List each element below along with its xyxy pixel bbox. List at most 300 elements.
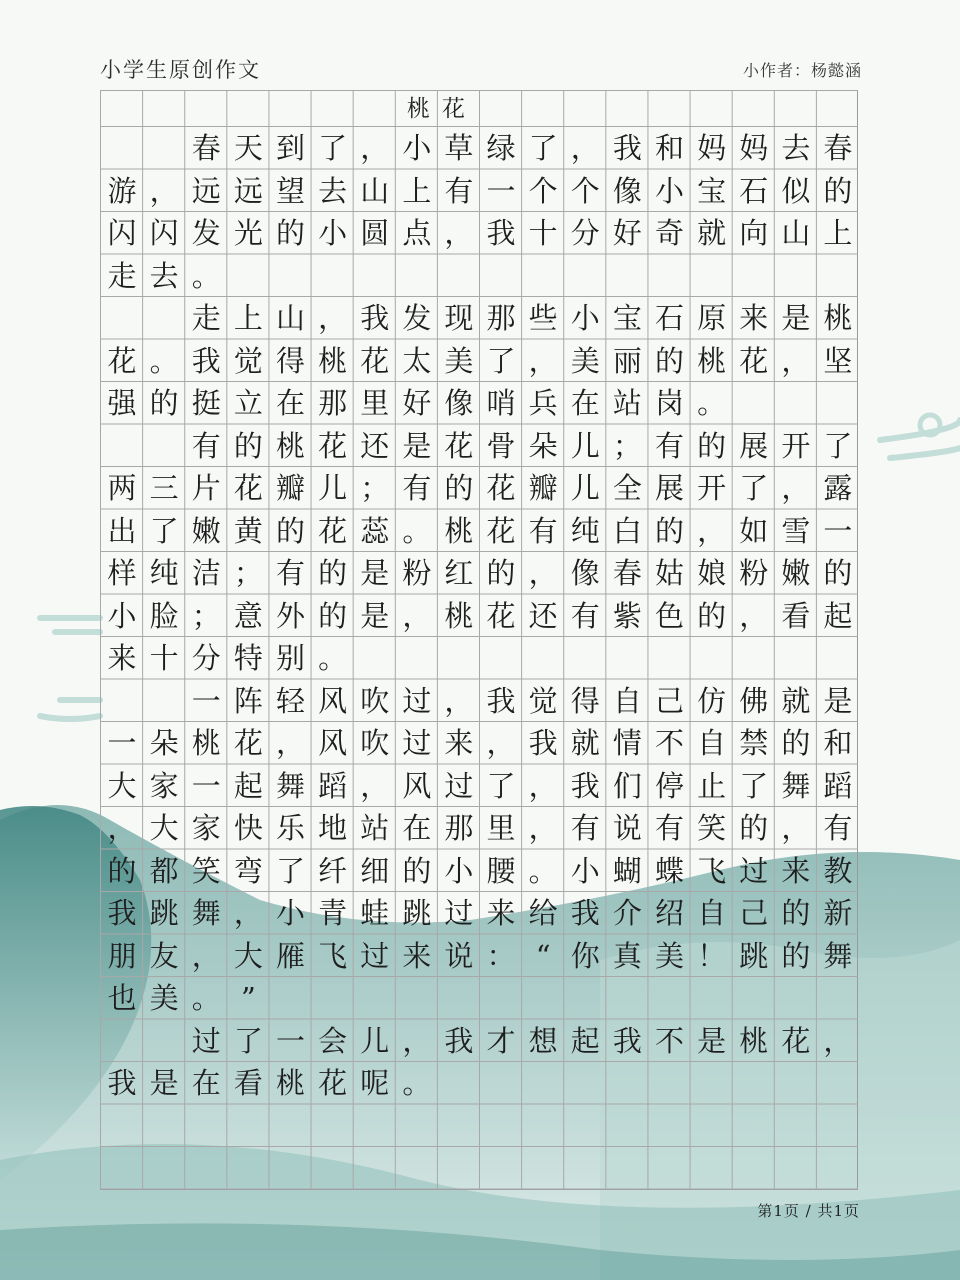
- grid-char: 看: [781, 598, 811, 633]
- essay-line: [101, 765, 859, 808]
- grid-char: 才: [486, 1023, 516, 1058]
- grid-char: ”: [240, 981, 256, 1015]
- grid-char: 奇: [654, 216, 684, 250]
- grid-char: 和: [654, 131, 684, 165]
- grid-char: 粉: [402, 556, 432, 590]
- grid-char: 。: [402, 1066, 432, 1100]
- grid-char: 骨: [486, 428, 516, 463]
- grid-char: 的: [275, 216, 305, 250]
- grid-char: 说: [612, 811, 642, 845]
- grid-char: 的: [444, 471, 474, 505]
- grid-char: 桃: [444, 513, 474, 548]
- grid-char: 。: [697, 386, 727, 420]
- grid-char: 风: [318, 726, 348, 760]
- grid-char: 在: [275, 386, 305, 420]
- grid-char: 小: [275, 896, 305, 930]
- grid-char: 里: [360, 386, 390, 420]
- grid-char: 桃: [444, 598, 474, 633]
- grid-char: 蝶: [654, 853, 684, 888]
- grid-char: 我: [570, 896, 600, 930]
- grid-char: 跳: [739, 938, 769, 973]
- grid-char: 上: [233, 301, 263, 335]
- essay-line: [101, 1020, 859, 1063]
- grid-char: 去: [149, 258, 179, 293]
- essay-line: [101, 722, 859, 765]
- grid-char: 那: [486, 301, 516, 335]
- grid-char: 了: [233, 1023, 263, 1058]
- grid-char: 呢: [360, 1066, 390, 1100]
- grid-char: 过: [444, 768, 474, 803]
- grid-char: 洁: [191, 556, 221, 590]
- grid-char: 美: [444, 343, 474, 378]
- grid-char: 春: [191, 131, 221, 165]
- grid-char: 我: [612, 131, 642, 165]
- grid-char: 我: [612, 1023, 642, 1058]
- grid-char: 站: [612, 386, 642, 420]
- grid-char: 得: [275, 343, 305, 378]
- grid-char: 停: [654, 768, 684, 803]
- grid-char: 花: [318, 428, 348, 463]
- grid-char: 展: [739, 428, 769, 463]
- grid-char: 跳: [149, 896, 179, 930]
- grid-char: 青: [318, 896, 348, 930]
- grid-char: 原: [697, 301, 727, 335]
- grid-char: 我: [486, 683, 516, 718]
- grid-char: 小: [654, 173, 684, 208]
- grid-char: 里: [486, 811, 516, 845]
- grid-char: 个: [528, 173, 558, 208]
- grid-char: 三: [149, 471, 179, 505]
- essay-line: [101, 170, 859, 213]
- grid-char: 十: [528, 216, 558, 250]
- grid-char: [143, 680, 185, 723]
- grid-char: 花: [318, 513, 348, 548]
- grid-char: 真: [612, 938, 642, 973]
- grid-char: 上: [402, 173, 432, 208]
- grid-char: 觉: [528, 683, 558, 718]
- grid-char: 望: [275, 173, 305, 208]
- grid-char: 纯: [570, 513, 600, 548]
- grid-char: 大: [233, 938, 263, 973]
- grid-char: 朵: [149, 726, 179, 760]
- grid-char: 像: [444, 386, 474, 420]
- grid-char: 紫: [612, 598, 642, 633]
- grid-char: 有: [654, 811, 684, 845]
- grid-char: ，: [107, 811, 137, 845]
- grid-char: 地: [318, 811, 348, 845]
- grid-char: 游: [107, 173, 137, 208]
- grid-char: 我: [486, 216, 516, 250]
- grid-char: ，: [233, 896, 263, 930]
- essay-line: [101, 1147, 859, 1190]
- grid-char: 有: [275, 556, 305, 590]
- grid-char: ，: [528, 811, 558, 845]
- grid-char: 儿: [570, 428, 600, 463]
- grid-char: ，: [697, 513, 727, 548]
- grid-char: 乐: [275, 811, 305, 845]
- grid-char: 出: [107, 513, 137, 548]
- grid-char: 来: [781, 853, 811, 888]
- grid-char: 己: [739, 896, 769, 930]
- grid-char: 了: [275, 853, 305, 888]
- grid-char: 开: [697, 471, 727, 505]
- grid-char: “: [535, 938, 551, 973]
- grid-char: 个: [570, 173, 600, 208]
- grid-char: 山: [360, 173, 390, 208]
- grid-char: 山: [781, 216, 811, 250]
- grid-char: ，: [444, 216, 474, 250]
- grid-char: 不: [654, 726, 684, 760]
- grid-char: 桃: [191, 726, 221, 760]
- grid-char: 圆: [360, 216, 390, 250]
- essay-line: [101, 297, 859, 340]
- essay-line: [101, 680, 859, 723]
- grid-char: 花: [486, 598, 516, 633]
- grid-char: 两: [107, 471, 137, 505]
- grid-char: 是: [360, 598, 390, 633]
- grid-char: 的: [781, 726, 811, 760]
- grid-char: 些: [528, 301, 558, 335]
- grid-char: 们: [612, 768, 642, 803]
- grid-char: 桃: [823, 301, 853, 335]
- grid-char: 大: [149, 811, 179, 845]
- essay-body: [101, 91, 859, 1191]
- essay-line: [101, 127, 859, 170]
- grid-char: 花: [233, 471, 263, 505]
- grid-char: 了: [739, 768, 769, 803]
- header-title: 小学生原创作文: [100, 58, 261, 82]
- grid-char: 禁: [739, 726, 769, 760]
- grid-char: [143, 127, 185, 170]
- grid-char: 我: [444, 1023, 474, 1058]
- essay-line: [101, 1062, 859, 1105]
- grid-char: 去: [781, 131, 811, 165]
- grid-char: 腰: [486, 853, 516, 888]
- grid-char: 介: [612, 896, 642, 930]
- grid-char: 那: [444, 811, 474, 845]
- grid-char: 笑: [697, 811, 727, 845]
- grid-char: ，: [149, 173, 179, 208]
- grid-char: 了: [486, 768, 516, 803]
- grid-char: 也: [107, 981, 137, 1015]
- grid-char: 的: [107, 853, 137, 888]
- grid-char: 美: [654, 938, 684, 973]
- grid-char: 雁: [275, 938, 305, 973]
- grid-char: ，: [402, 1023, 432, 1058]
- grid-char: 有: [823, 811, 853, 845]
- grid-char: 了: [528, 131, 558, 165]
- grid-char: 向: [739, 216, 769, 250]
- grid-char: 全: [612, 471, 642, 505]
- grid-char: 外: [275, 598, 305, 633]
- grid-char: 瓣: [528, 471, 558, 505]
- grid-char: 桃: [275, 1066, 305, 1100]
- grid-char: 一: [823, 513, 853, 548]
- grid-char: 蝴: [612, 853, 642, 888]
- grid-char: 丽: [612, 343, 642, 378]
- grid-char: 发: [191, 216, 221, 250]
- grid-char: ，: [486, 726, 516, 760]
- grid-char: 给: [528, 896, 558, 930]
- grid-char: 轻: [275, 683, 305, 718]
- grid-char: 挺: [191, 386, 221, 420]
- grid-char: 飞: [697, 853, 727, 888]
- essay-line: [101, 340, 859, 383]
- grid-char: 儿: [360, 1023, 390, 1058]
- grid-char: 起: [570, 1023, 600, 1058]
- grid-char: 小: [107, 598, 137, 633]
- grid-char: [101, 425, 143, 468]
- grid-char: 看: [233, 1066, 263, 1100]
- essay-line: [101, 510, 859, 553]
- essay-line: [101, 637, 859, 680]
- grid-char: 有: [654, 428, 684, 463]
- grid-char: 情: [612, 726, 642, 760]
- grid-char: ，: [402, 598, 432, 633]
- grid-char: 的: [233, 428, 263, 463]
- grid-char: ，: [528, 556, 558, 590]
- grid-char: 小: [402, 131, 432, 165]
- grid-char: 觉: [233, 343, 263, 378]
- grid-char: ；: [191, 598, 221, 633]
- grid-char: 过: [191, 1023, 221, 1058]
- grid-char: 雪: [781, 513, 811, 548]
- grid-char: 十: [149, 641, 179, 675]
- grid-char: 强: [107, 386, 137, 420]
- grid-char: 一: [191, 768, 221, 803]
- grid-char: 蹈: [823, 768, 853, 803]
- grid-char: 远: [233, 173, 263, 208]
- grid-char: 如: [739, 513, 769, 548]
- grid-char: 小: [570, 301, 600, 335]
- essay-line: [101, 425, 859, 468]
- grid-char: 细: [360, 853, 390, 888]
- grid-char: 来: [486, 896, 516, 930]
- grid-char: 来: [402, 938, 432, 973]
- grid-char: 花: [486, 471, 516, 505]
- grid-char: [143, 297, 185, 340]
- grid-char: 我: [570, 768, 600, 803]
- grid-char: 小: [444, 853, 474, 888]
- grid-char: 花: [360, 343, 390, 378]
- grid-char: 的: [275, 513, 305, 548]
- grid-char: 花: [781, 1023, 811, 1058]
- grid-char: 立: [233, 386, 263, 420]
- essay-line: [101, 255, 859, 298]
- grid-char: 自: [612, 683, 642, 718]
- grid-char: 特: [233, 641, 263, 675]
- grid-char: 仿: [697, 683, 727, 718]
- grid-char: 吹: [360, 683, 390, 718]
- grid-char: ，: [823, 1023, 853, 1058]
- grid-char: 过: [360, 938, 390, 973]
- grid-char: 粉: [739, 556, 769, 590]
- grid-char: 止: [697, 768, 727, 803]
- grid-char: 的: [654, 343, 684, 378]
- grid-char: 娘: [697, 556, 727, 590]
- grid-char: 像: [570, 556, 600, 590]
- grid-char: 脸: [149, 598, 179, 633]
- grid-char: 好: [402, 386, 432, 420]
- grid-char: 了: [823, 428, 853, 463]
- grid-char: 儿: [570, 471, 600, 505]
- grid-char: 是: [697, 1023, 727, 1058]
- essay-title: 桃花: [406, 96, 477, 122]
- grid-char: 的: [486, 556, 516, 590]
- grid-char: 桃: [739, 1023, 769, 1058]
- essay-line: [101, 467, 859, 510]
- grid-char: 朋: [107, 938, 137, 973]
- grid-char: 蹈: [318, 768, 348, 803]
- grid-char: 花: [107, 343, 137, 378]
- grid-char: 自: [697, 726, 727, 760]
- grid-char: 姑: [654, 556, 684, 590]
- grid-char: 有: [402, 471, 432, 505]
- grid-char: 意: [233, 598, 263, 633]
- grid-char: 有: [528, 513, 558, 548]
- grid-char: ，: [781, 811, 811, 845]
- grid-char: 草: [444, 131, 474, 165]
- grid-char: 黄: [233, 513, 263, 548]
- grid-char: 上: [823, 216, 853, 250]
- grid-char: 嫩: [781, 556, 811, 590]
- grid-char: 好: [612, 216, 642, 250]
- grid-char: 你: [570, 938, 600, 973]
- grid-char: 就: [697, 216, 727, 250]
- grid-char: 一: [486, 173, 516, 208]
- essay-line: [101, 977, 859, 1020]
- grid-char: 舞: [781, 768, 811, 803]
- essay-line: [101, 595, 859, 638]
- grid-char: 哨: [486, 386, 516, 420]
- grid-char: 的: [739, 811, 769, 845]
- grid-char: 那: [318, 386, 348, 420]
- grid-char: 花: [318, 1066, 348, 1100]
- grid-char: 是: [360, 556, 390, 590]
- grid-char: 来: [107, 641, 137, 675]
- grid-char: 太: [402, 343, 432, 378]
- grid-char: 来: [739, 301, 769, 335]
- grid-char: 起: [233, 768, 263, 803]
- grid-char: 嫩: [191, 513, 221, 548]
- grid-char: 现: [444, 301, 474, 335]
- grid-char: 兵: [528, 386, 558, 420]
- grid-char: 会: [318, 1023, 348, 1058]
- grid-char: 。: [191, 258, 221, 293]
- grid-char: 花: [739, 343, 769, 378]
- grid-char: 蕊: [360, 513, 390, 548]
- grid-char: 就: [570, 726, 600, 760]
- grid-char: 佛: [739, 683, 769, 718]
- grid-char: 过: [444, 896, 474, 930]
- grid-char: 我: [360, 301, 390, 335]
- grid-char: 石: [739, 173, 769, 208]
- grid-char: 说: [444, 938, 474, 973]
- grid-char: 发: [402, 301, 432, 335]
- grid-char: 花: [444, 428, 474, 463]
- grid-char: 。: [318, 641, 348, 675]
- essay-line: [101, 935, 859, 978]
- grid-char: 想: [528, 1023, 558, 1058]
- grid-char: ，: [360, 768, 390, 803]
- grid-char: ，: [528, 768, 558, 803]
- grid-char: 舞: [275, 768, 305, 803]
- grid-char: 友: [149, 938, 179, 973]
- grid-char: 舞: [823, 938, 853, 973]
- grid-char: 我: [191, 343, 221, 378]
- grid-char: 是: [402, 428, 432, 463]
- grid-char: 石: [654, 301, 684, 335]
- essay-line: [101, 552, 859, 595]
- grid-char: 。: [402, 513, 432, 548]
- grid-char: 的: [823, 173, 853, 208]
- grid-char: 得: [570, 683, 600, 718]
- grid-char: 了: [486, 343, 516, 378]
- grid-char: ，: [528, 343, 558, 378]
- grid-char: ，: [275, 726, 305, 760]
- grid-char: [101, 1020, 143, 1063]
- essay-line: [101, 892, 859, 935]
- grid-char: 了: [739, 471, 769, 505]
- grid-char: 是: [149, 1066, 179, 1100]
- grid-char: ，: [191, 938, 221, 973]
- grid-char: 桃: [275, 428, 305, 463]
- grid-char: 和: [823, 726, 853, 760]
- grid-char: 都: [149, 853, 179, 888]
- grid-char: 有: [570, 811, 600, 845]
- grid-char: 大: [107, 768, 137, 803]
- grid-char: 就: [781, 683, 811, 718]
- grid-char: 家: [191, 811, 221, 845]
- grid-char: 红: [444, 556, 474, 590]
- grid-char: 妈: [697, 131, 727, 165]
- grid-char: ；: [360, 471, 390, 505]
- grid-char: ！: [697, 938, 727, 973]
- essay-line: [101, 1105, 859, 1148]
- grid-char: 美: [149, 981, 179, 1015]
- grid-char: ，: [570, 131, 600, 165]
- grid-char: 快: [233, 811, 263, 845]
- grid-char: 风: [318, 683, 348, 718]
- grid-char: 是: [781, 301, 811, 335]
- grid-char: 弯: [233, 853, 263, 888]
- grid-char: 朵: [528, 428, 558, 463]
- grid-char: 起: [823, 598, 853, 633]
- grid-char: ，: [739, 598, 769, 633]
- grid-char: 。: [528, 853, 558, 888]
- grid-char: 山: [275, 301, 305, 335]
- essay-line: [101, 850, 859, 893]
- grid-char: 风: [402, 768, 432, 803]
- grid-char: 宝: [697, 173, 727, 208]
- grid-char: 分: [570, 216, 600, 250]
- grid-char: 了: [149, 513, 179, 548]
- grid-char: [101, 297, 143, 340]
- grid-char: 站: [360, 811, 390, 845]
- grid-char: 别: [275, 641, 305, 675]
- grid-char: 走: [191, 301, 221, 335]
- grid-char: 过: [739, 853, 769, 888]
- grid-char: 片: [191, 471, 221, 505]
- grid-char: 绍: [654, 896, 684, 930]
- grid-char: 春: [612, 556, 642, 590]
- essay-line: [101, 212, 859, 255]
- grid-char: 一: [107, 726, 137, 760]
- grid-char: 我: [107, 896, 137, 930]
- grid-char: 己: [654, 683, 684, 718]
- grid-char: [143, 1020, 185, 1063]
- grid-char: 的: [697, 428, 727, 463]
